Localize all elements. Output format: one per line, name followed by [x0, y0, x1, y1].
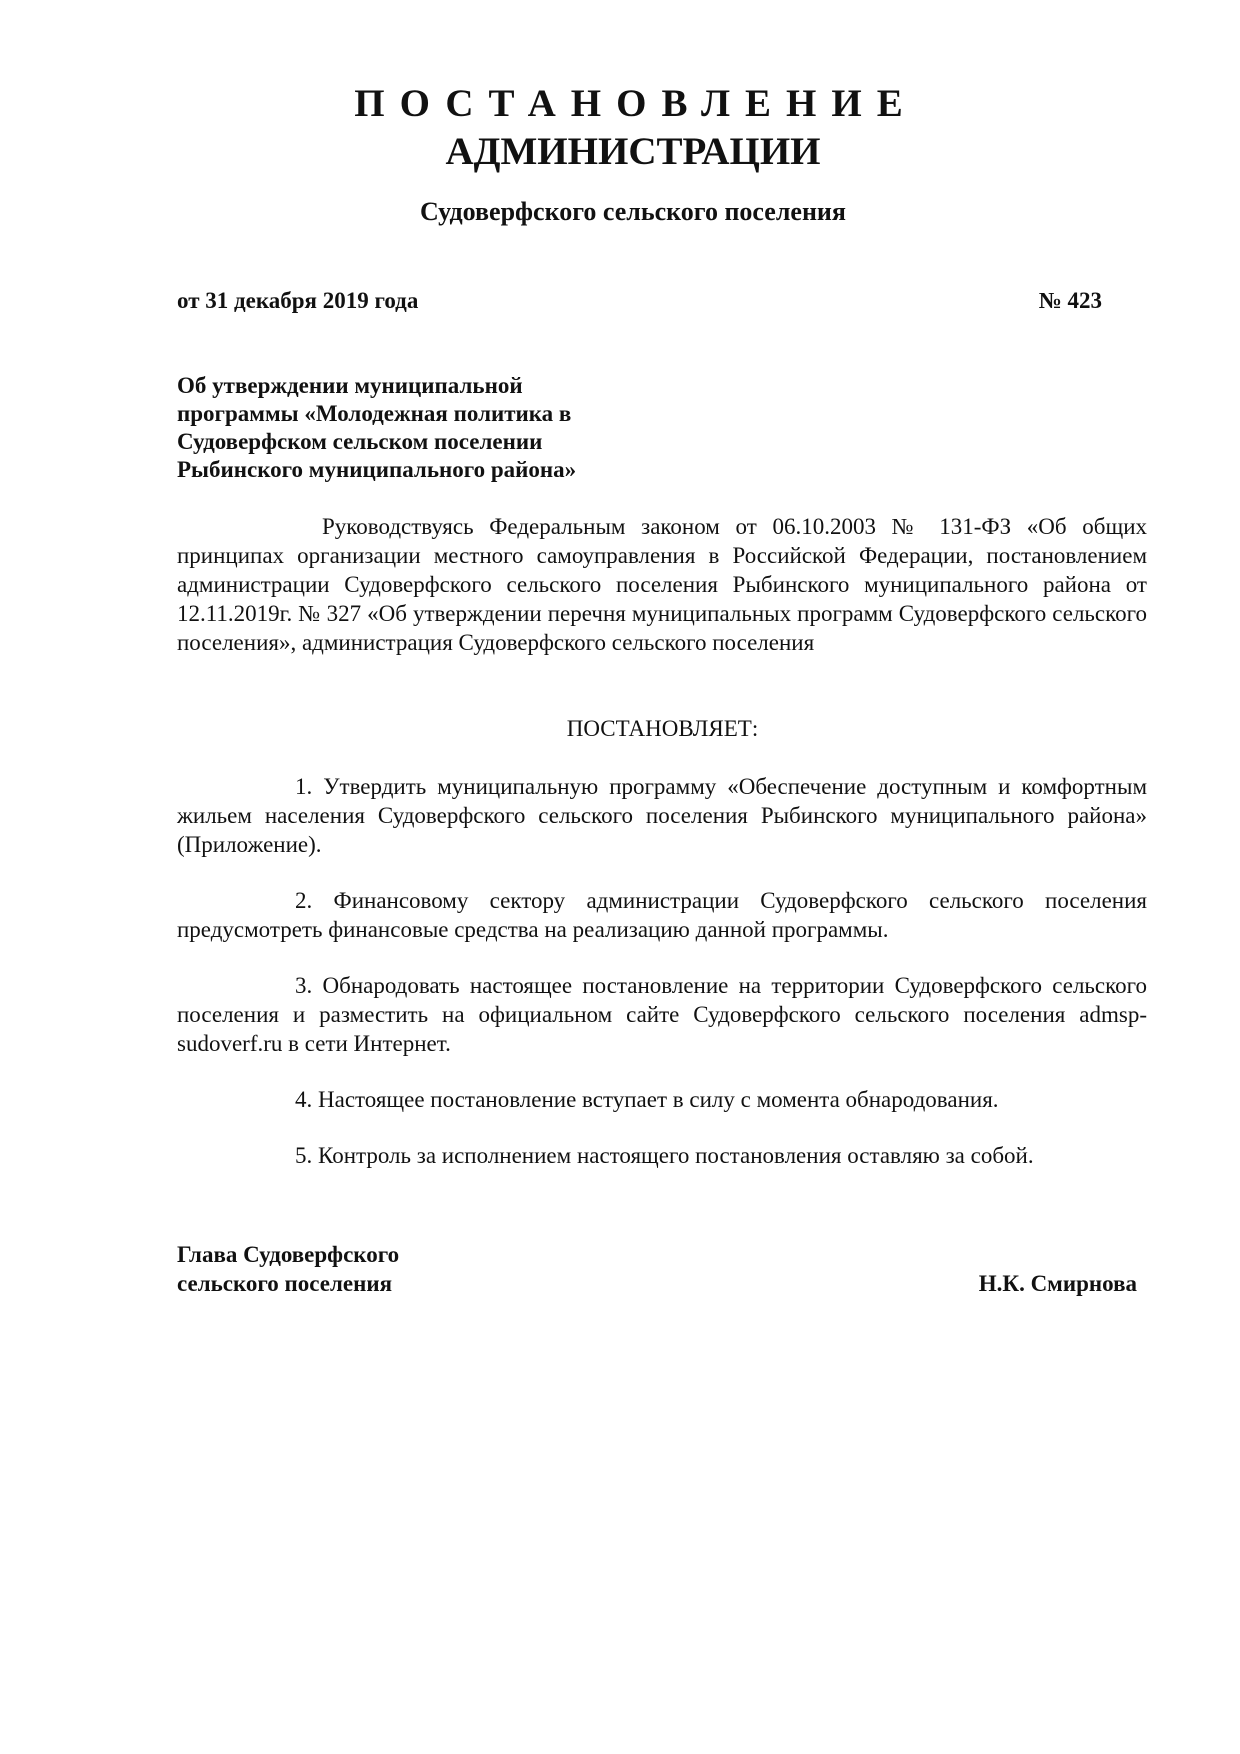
signatory-position — [177, 1240, 399, 1298]
issuing-authority: Судоверфского сельского поселения — [420, 197, 846, 226]
signatory-name: Н.К. Смирнова — [978, 1271, 1137, 1296]
document-title-subtitle: АДМИНИСТРАЦИИ — [445, 130, 821, 173]
document-date: от 31 декабря 2019 года — [177, 288, 419, 313]
subject-line: Рыбинского муниципального района» — [177, 457, 577, 482]
decree-heading: ПОСТАНОВЛЯЕТ: — [566, 716, 759, 741]
decree-item: 1. Утвердить муниципальную программу «Обеспечение доступным и комфортным жильем населения Судоверфского сельского поселения Рыбинского муниципального района» (Приложение). — [177, 774, 1147, 857]
signatory-position-line: сельского поселения — [177, 1271, 393, 1296]
subject-line: Судоверфском сельском поселении — [177, 429, 543, 454]
document-subject — [177, 372, 697, 484]
signatory-position-line: Глава Судоверфского — [177, 1242, 400, 1267]
decree-item: 2. Финансовому сектору администрации Судоверфского сельского поселения предусмотреть финансовые средства на реализацию данной программы. — [177, 888, 1147, 942]
decree-item: 5. Контроль за исполнением настоящего постановления оставляю за собой. — [295, 1143, 1034, 1168]
signature-block — [177, 1240, 1137, 1300]
decree-item: 3. Обнародовать настоящее постановление на территории Судоверфского сельского поселения и разместить на официальном сайте Судоверфского сельского поселения admsp-sudoverf.ru в сети Интернет. — [177, 973, 1147, 1056]
preamble-paragraph: Руководствуясь Федеральным законом от 06.10.2003 № 131-ФЗ «Об общих принципах организации местного самоуправления в Российской Федерации, постановлением администрации Судоверфского сельского поселения Рыбинского муниципального района от 12.11.2019г. № 327 «Об утверждении перечня муниципальных программ Судоверфского сельского поселения», администрация Судоверфского сельского поселения — [177, 514, 1147, 655]
subject-line: Об утверждении муниципальной — [177, 373, 523, 398]
subject-line: программы «Молодежная политика в — [177, 401, 572, 426]
document-number: № 423 — [1038, 288, 1102, 313]
decree-item: 4. Настоящее постановление вступает в силу с момента обнародования. — [295, 1087, 999, 1112]
decree-items — [177, 772, 1147, 1197]
date-number-line — [177, 286, 1102, 320]
document-title: ПОСТАНОВЛЕНИЕ — [354, 82, 918, 125]
